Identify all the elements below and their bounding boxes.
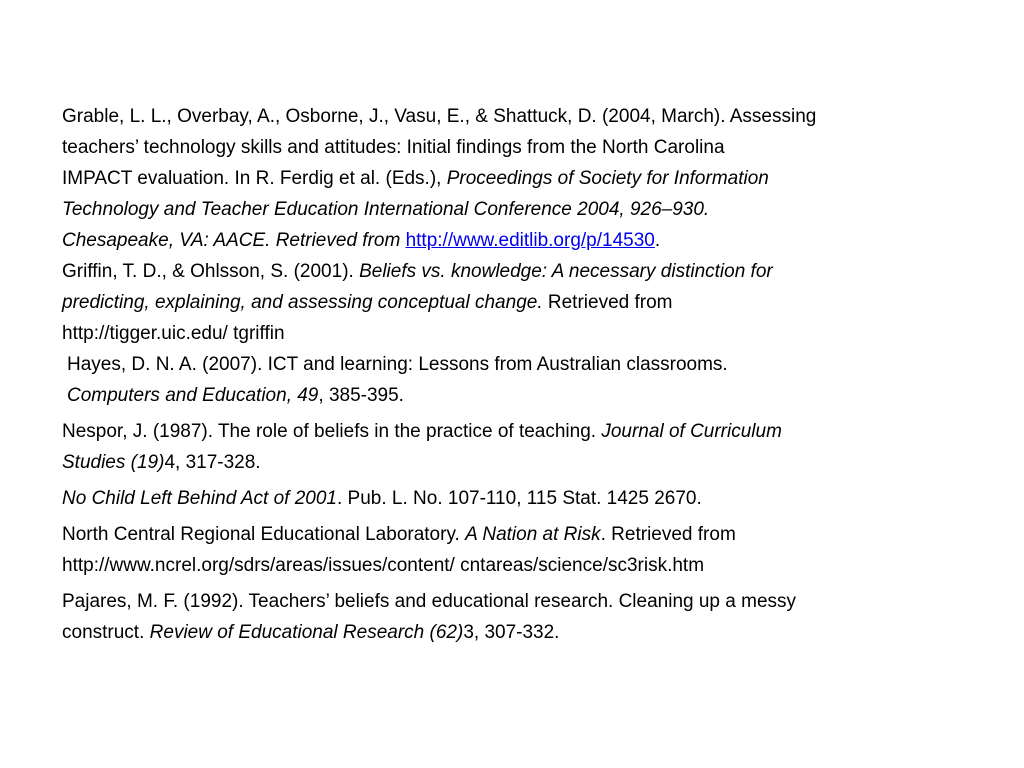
editlib-link[interactable]: http://www.editlib.org/p/14530	[405, 230, 655, 251]
reference-list	[62, 101, 962, 648]
reference-line: Hayes, D. N. A. (2007). ICT and learning: Lessons from Australian classrooms.	[67, 354, 728, 375]
reference-griffin	[62, 256, 962, 349]
reference-line: No Child Left Behind Act of 2001. Pub. L. No. 107-110, 115 Stat. 1425 2670.	[62, 488, 702, 509]
reference-line: construct. Review of Educational Research (62)3, 307-332.	[62, 622, 560, 643]
reference-pajares	[62, 586, 962, 648]
reference-hayes	[62, 349, 962, 411]
reference-ncrel	[62, 519, 962, 581]
reference-line: http://www.ncrel.org/sdrs/areas/issues/content/ cntareas/science/sc3risk.htm	[62, 555, 705, 576]
reference-line: http://tigger.uic.edu/ tgriffin	[62, 323, 285, 344]
reference-line: IMPACT evaluation. In R. Ferdig et al. (Eds.), Proceedings of Society for Information	[62, 168, 769, 189]
reference-line: Grable, L. L., Overbay, A., Osborne, J., Vasu, E., & Shattuck, D. (2004, March). Assessing	[62, 106, 817, 127]
reference-line: Technology and Teacher Education International Conference 2004, 926–930.	[62, 199, 710, 220]
reference-line: Nespor, J. (1987). The role of beliefs in the practice of teaching. Journal of Curriculum	[62, 421, 782, 442]
reference-line: teachers’ technology skills and attitudes: Initial findings from the North Carolina	[62, 137, 725, 158]
reference-line: predicting, explaining, and assessing conceptual change. Retrieved from	[62, 292, 673, 313]
reference-line: Griffin, T. D., & Ohlsson, S. (2001). Beliefs vs. knowledge: A necessary distinction for	[62, 261, 773, 282]
reference-nespor	[62, 416, 962, 478]
reference-line: Computers and Education, 49, 385-395.	[67, 385, 404, 406]
reference-grable	[62, 101, 962, 256]
reference-line: North Central Regional Educational Laboratory. A Nation at Risk. Retrieved from	[62, 524, 736, 545]
reference-nclb	[62, 483, 962, 514]
reference-line: Chesapeake, VA: AACE. Retrieved from http://www.editlib.org/p/14530.	[62, 230, 661, 251]
reference-line: Pajares, M. F. (1992). Teachers’ beliefs and educational research. Cleaning up a messy	[62, 591, 797, 612]
reference-line: Studies (19)4, 317-328.	[62, 452, 261, 473]
